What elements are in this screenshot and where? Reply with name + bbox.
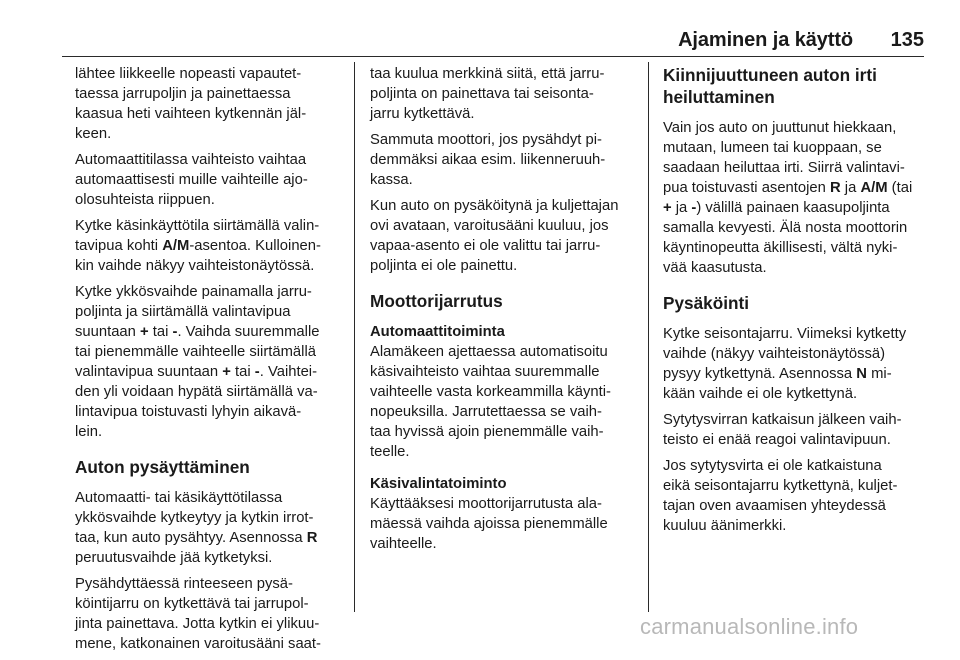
text-line bbox=[663, 178, 933, 198]
text-line bbox=[75, 362, 343, 382]
paragraph bbox=[75, 282, 343, 442]
text-run: tai bbox=[148, 324, 173, 340]
text-line: samalla kevyesti. Älä nosta moottorin bbox=[663, 220, 908, 236]
text-line: vää kaasutusta. bbox=[663, 260, 767, 276]
text-line: saadaan heiluttaa irti. Siirrä valintavi- bbox=[663, 160, 905, 176]
paragraph bbox=[370, 64, 635, 124]
header-rule bbox=[62, 56, 924, 57]
text-line: tajan oven avaamisen yhteydessä bbox=[663, 498, 886, 514]
section-heading: Moottorijarrutus bbox=[370, 291, 503, 311]
text-line: teisto ei enää reagoi valintavipuun. bbox=[663, 432, 891, 448]
text-line bbox=[663, 364, 933, 384]
paragraph bbox=[663, 456, 933, 536]
text-line: Kytke seisontajarru. Viimeksi kytketty bbox=[663, 326, 907, 342]
text-line: jinta painettava. Jotta kytkin ei ylikuu- bbox=[75, 616, 320, 632]
page-number: 135 bbox=[890, 29, 924, 51]
paragraph bbox=[370, 494, 635, 554]
text-line: lein. bbox=[75, 424, 103, 440]
gear-position-label: A/M bbox=[162, 238, 190, 254]
column-left bbox=[75, 64, 343, 660]
text-line: demmäksi aikaa esim. liikenneruuh- bbox=[370, 152, 606, 168]
text-line: mäessä vaihda ajoissa pienemmälle bbox=[370, 516, 608, 532]
text-line: käsivaihteisto vaihtaa suuremmalle bbox=[370, 364, 600, 380]
subsection-heading: Automaattitoiminta bbox=[370, 324, 505, 340]
text-line: vaihteelle. bbox=[370, 536, 437, 552]
text-run: . Vaihtei- bbox=[259, 364, 318, 380]
text-run: taa, kun auto pysähtyy. Asennossa bbox=[75, 530, 307, 546]
text-run: ja bbox=[671, 200, 692, 216]
text-line bbox=[75, 322, 343, 342]
gear-position-label: R bbox=[306, 530, 318, 546]
paragraph bbox=[663, 324, 933, 404]
section-heading: Pysäköinti bbox=[663, 293, 749, 313]
gear-position-label: R bbox=[830, 180, 841, 196]
section-heading: Auton pysäyttäminen bbox=[75, 457, 250, 477]
text-line: keen. bbox=[75, 126, 112, 142]
text-line: Automaattitilassa vaihteisto vaihtaa bbox=[75, 152, 307, 168]
text-line: Kytke ykkösvaihde painamalla jarru- bbox=[75, 284, 312, 300]
watermark: carmanualsonline.info bbox=[640, 614, 859, 639]
section-heading bbox=[663, 64, 933, 108]
text-line: lintavipua toistuvasti lyhyin aikavä- bbox=[75, 404, 302, 420]
page-header bbox=[0, 0, 960, 58]
text-line: tai pienemmälle vaihteelle siirtämällä bbox=[75, 344, 316, 360]
paragraph bbox=[370, 342, 635, 462]
paragraph bbox=[663, 118, 933, 278]
text-line: nopeuksilla. Jarrutettaessa se vaih- bbox=[370, 404, 602, 420]
paragraph bbox=[75, 216, 343, 276]
text-line bbox=[663, 198, 933, 218]
text-line: vaihde (näkyy vaihteistonäytössä) bbox=[663, 346, 886, 362]
text-line: Sammuta moottori, jos pysähdyt pi- bbox=[370, 132, 602, 148]
column-middle bbox=[370, 64, 635, 560]
text-line: kaasua heti vaihteen kytkennän jäl- bbox=[75, 106, 307, 122]
text-line: taessa jarrupoljin ja painettaessa bbox=[75, 86, 291, 102]
text-run: pua toistuvasti asentojen bbox=[663, 180, 830, 196]
text-line: vaihteelle vasta korkeammilla käynti- bbox=[370, 384, 611, 400]
gear-symbol: - bbox=[254, 364, 260, 380]
text-line: teelle. bbox=[370, 444, 410, 460]
paragraph bbox=[663, 410, 933, 450]
text-line: lähtee liikkeelle nopeasti vapautet- bbox=[75, 66, 302, 82]
text-line: Kun auto on pysäköitynä ja kuljettajan bbox=[370, 198, 619, 214]
text-line: mutaan, lumeen tai kuoppaan, se bbox=[663, 140, 882, 156]
text-line: ykkösvaihde kytkeytyy ja kytkin irrot- bbox=[75, 510, 314, 526]
text-line: kuuluu äänimerkki. bbox=[663, 518, 787, 534]
text-line: kään vaihde ei ole kytkettynä. bbox=[663, 386, 858, 402]
column-divider bbox=[648, 62, 649, 612]
text-line: mene, katkonainen varoitusääni saat- bbox=[75, 636, 321, 652]
gear-symbol: + bbox=[140, 324, 149, 340]
text-line: vapaa-asento ei ole valittu tai jarru- bbox=[370, 238, 601, 254]
text-run: mi- bbox=[866, 366, 892, 382]
paragraph bbox=[370, 196, 635, 276]
gear-symbol: + bbox=[222, 364, 231, 380]
paragraph bbox=[75, 488, 343, 568]
text-line: automaattisesti muille vaihteille ajo- bbox=[75, 172, 308, 188]
text-line: Pysähdyttäessä rinteeseen pysä- bbox=[75, 576, 293, 592]
text-run: tavipua kohti bbox=[75, 238, 163, 254]
text-line: den yli voidaan hypätä siirtämällä va- bbox=[75, 384, 318, 400]
text-line: poljinta on painettava tai seisonta- bbox=[370, 86, 594, 102]
text-line: ovi avataan, varoitusääni kuuluu, jos bbox=[370, 218, 609, 234]
gear-position-label: N bbox=[856, 366, 867, 382]
text-run: ja bbox=[840, 180, 861, 196]
text-run: (tai bbox=[887, 180, 913, 196]
text-line: taa kuulua merkkinä siitä, että jarru- bbox=[370, 66, 605, 82]
text-line: poljinta ja siirtämällä valintavipua bbox=[75, 304, 291, 320]
paragraph bbox=[75, 574, 343, 654]
text-run: . Vaihda suuremmalle bbox=[177, 324, 320, 340]
text-run: tai bbox=[230, 364, 255, 380]
text-line: Vain jos auto on juuttunut hiekkaan, bbox=[663, 120, 897, 136]
text-line: eikä seisontajarru kytkettynä, kuljet- bbox=[663, 478, 898, 494]
column-right bbox=[663, 64, 933, 542]
text-line: jarru kytkettävä. bbox=[370, 106, 475, 122]
gear-symbol: - bbox=[172, 324, 178, 340]
subsection-heading: Käsivalintatoiminto bbox=[370, 476, 507, 492]
text-line: Automaatti- tai käsikäyttötilassa bbox=[75, 490, 283, 506]
text-run: pysyy kytkettynä. Asennossa bbox=[663, 366, 857, 382]
text-line: Kytke käsinkäyttötila siirtämällä valin- bbox=[75, 218, 320, 234]
text-run: ) välillä painaen kaasupoljinta bbox=[696, 200, 890, 216]
heading-line: heiluttaminen bbox=[663, 87, 775, 107]
text-line: Käyttääksesi moottorijarrutusta ala- bbox=[370, 496, 602, 512]
paragraph bbox=[75, 64, 343, 144]
paragraph bbox=[75, 150, 343, 210]
text-line: käyntinopeutta äkillisesti, vältä nyki- bbox=[663, 240, 898, 256]
text-line: peruutusvaihde jää kytketyksi. bbox=[75, 550, 273, 566]
text-run: suuntaan bbox=[75, 324, 140, 340]
text-line: taa hyvissä ajoin pienemmälle vaih- bbox=[370, 424, 604, 440]
paragraph bbox=[370, 130, 635, 190]
text-line: Alamäkeen ajettaessa automatisoitu bbox=[370, 344, 608, 360]
text-line: köintijarru on kytkettävä tai jarrupol- bbox=[75, 596, 309, 612]
text-line: poljinta ei ole painettu. bbox=[370, 258, 518, 274]
text-line bbox=[75, 528, 343, 548]
page-title: Ajaminen ja käyttö bbox=[678, 29, 853, 51]
gear-symbol: - bbox=[691, 200, 697, 216]
text-line: olosuhteista riippuen. bbox=[75, 192, 215, 208]
column-divider bbox=[354, 62, 355, 612]
text-run: valintavipua suuntaan bbox=[75, 364, 223, 380]
text-line: Sytytysvirran katkaisun jälkeen vaih- bbox=[663, 412, 902, 428]
text-line: kassa. bbox=[370, 172, 413, 188]
heading-line: Kiinnijuuttuneen auton irti bbox=[663, 65, 877, 85]
text-run: -asentoa. Kulloinen- bbox=[189, 238, 321, 254]
gear-position-label: A/M bbox=[860, 180, 888, 196]
text-line: Jos sytytysvirta ei ole katkaistuna bbox=[663, 458, 882, 474]
gear-symbol: + bbox=[663, 200, 672, 216]
text-line bbox=[75, 236, 343, 256]
text-line: kin vaihde näkyy vaihteistonäytössä. bbox=[75, 258, 315, 274]
